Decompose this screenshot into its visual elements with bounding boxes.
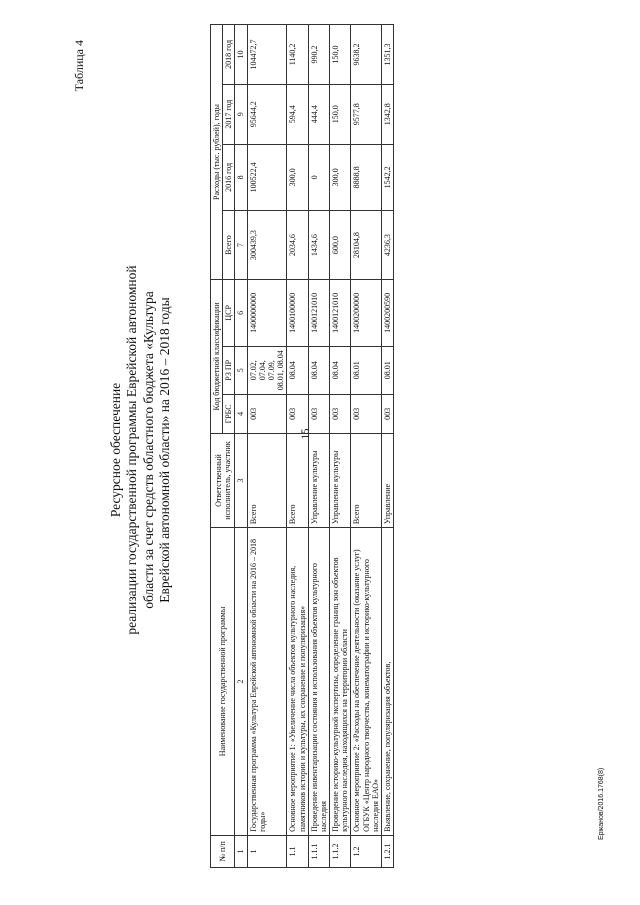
resource-table [210, 24, 394, 868]
row-exec: Управление культуры [330, 433, 351, 527]
table-row [351, 25, 382, 868]
row-name: Государственная программа «Культура Еврейской автономной области на 2016 – 2018 годы» [247, 528, 287, 836]
row-2016: 300,0 [287, 144, 308, 211]
title-line: Ресурсное обеспечение [108, 382, 123, 518]
row-2016: 1542,2 [382, 144, 394, 211]
header-grbs: ГРБС [223, 394, 235, 433]
row-name: Основное мероприятие 1: «Увеличение числа объектов культурного наследия, памятников истории и культуры, их сохранение и популяризация» [287, 528, 308, 836]
col-number: 4 [235, 394, 247, 433]
header-expenses: Расходы (тыс. рублей), годы [211, 25, 223, 280]
row-grbs: 003 [287, 394, 308, 433]
row-csr: 1400200000 [351, 280, 382, 347]
row-2016: 8888,8 [351, 144, 382, 211]
row-rzpr: 08.04 [330, 346, 351, 394]
row-rzpr: 08.04 [308, 346, 329, 394]
row-2018: 9638,2 [351, 25, 382, 85]
col-number: 3 [235, 433, 247, 527]
header-csr: ЦСР [223, 280, 235, 347]
header-total: Всего [223, 211, 235, 280]
row-total: 28104,8 [351, 211, 382, 280]
row-2017: 150,0 [330, 84, 351, 144]
row-csr: 1400121010 [330, 280, 351, 347]
row-total: 4236,3 [382, 211, 394, 280]
row-num: 1.1.2 [330, 835, 351, 867]
row-csr: 1400121010 [308, 280, 329, 347]
header-exec: Ответственный исполнитель, участник [211, 433, 235, 527]
row-exec: Всего [247, 433, 287, 527]
header-num: № п/п [211, 835, 235, 867]
col-number: 10 [235, 25, 247, 85]
row-rzpr: 08.01 [351, 346, 382, 394]
row-2016: 300,0 [330, 144, 351, 211]
row-exec: Управление культуры [308, 433, 329, 527]
table-row [247, 25, 287, 868]
col-number: 6 [235, 280, 247, 347]
row-2016: 0 [308, 144, 329, 211]
title-line: Еврейской автономной области» на 2016 – 2018 годы [157, 297, 173, 603]
row-name: Выявление, сохранение, популяризация объектов, [382, 528, 394, 836]
row-2018: 990,2 [308, 25, 329, 85]
row-name: Проведение инвентаризации состояния и использования объектов культурного наследия [308, 528, 329, 836]
table-row [382, 25, 394, 868]
row-grbs: 003 [330, 394, 351, 433]
col-number: 2 [235, 528, 247, 836]
row-num: 1.1.1 [308, 835, 329, 867]
row-total: 2034,6 [287, 211, 308, 280]
header-2017: 2017 год [223, 84, 235, 144]
row-csr: 1400100000 [287, 280, 308, 347]
document-stamp: Ержанов/2016.1768(8) [598, 767, 605, 840]
header-name: Наименование государственной программы [211, 528, 235, 836]
table-row [330, 25, 351, 868]
row-grbs: 003 [308, 394, 329, 433]
row-2017: 95644,2 [247, 84, 287, 144]
row-name: Основное мероприятие 2: «Расходы на обеспечение деятельности (оказание услуг) ОГБУК «Центр народного творчества, кинематографии и историко-культурного наследия ЕАО» [351, 528, 382, 836]
col-number: 8 [235, 144, 247, 211]
col-number: 9 [235, 84, 247, 144]
col-number: 7 [235, 211, 247, 280]
column-number-row [235, 25, 247, 868]
rotated-page-content [20, 20, 620, 880]
row-num: 1.2 [351, 835, 382, 867]
row-rzpr: 08.04 [287, 346, 308, 394]
row-2017: 1342,8 [382, 84, 394, 144]
page-number: 15 [299, 428, 312, 440]
row-2017: 9577,8 [351, 84, 382, 144]
row-total: 300439,3 [247, 211, 287, 280]
row-2018: 1140,2 [287, 25, 308, 85]
row-2017: 444,4 [308, 84, 329, 144]
row-grbs: 003 [382, 394, 394, 433]
header-2016: 2016 год [223, 144, 235, 211]
row-total: 600,0 [330, 211, 351, 280]
row-rzpr: 07.02, 07.04, 07.09, 08.01, 08.04 [247, 346, 287, 394]
row-exec: Всего [287, 433, 308, 527]
row-num: 1.2.1 [382, 835, 394, 867]
row-2018: 150,0 [330, 25, 351, 85]
col-number: 5 [235, 346, 247, 394]
row-total: 1434,6 [308, 211, 329, 280]
row-2018: 104472,7 [247, 25, 287, 85]
row-grbs: 003 [247, 394, 287, 433]
document-title [108, 60, 174, 840]
row-csr: 1400000000 [247, 280, 287, 347]
row-2017: 594,4 [287, 84, 308, 144]
row-csr: 1400200590 [382, 280, 394, 347]
row-2016: 100522,4 [247, 144, 287, 211]
title-line: реализации государственной программы Еврейской автономной [124, 265, 140, 635]
row-num: 1 [247, 835, 287, 867]
row-name: Проведение историко-культурной экспертизы, определение границ зон объектов культурного наследия, находящихся на территории области [330, 528, 351, 836]
table-label: Таблица 4 [72, 40, 86, 92]
row-exec: Управление [382, 433, 394, 527]
table-row [287, 25, 308, 868]
header-rzpr: РЗ ПР [223, 346, 235, 394]
col-number: 1 [235, 835, 247, 867]
table-row [308, 25, 329, 868]
header-2018: 2018 год [223, 25, 235, 85]
header-row [211, 25, 223, 868]
row-rzpr: 08.01 [382, 346, 394, 394]
row-grbs: 003 [351, 394, 382, 433]
row-2018: 1351,3 [382, 25, 394, 85]
row-num: 1.1 [287, 835, 308, 867]
row-exec: Всего [351, 433, 382, 527]
title-line: области за счет средств областного бюджета «Культура [140, 291, 156, 609]
header-budget-code: Код бюджетной классификации [211, 280, 223, 434]
